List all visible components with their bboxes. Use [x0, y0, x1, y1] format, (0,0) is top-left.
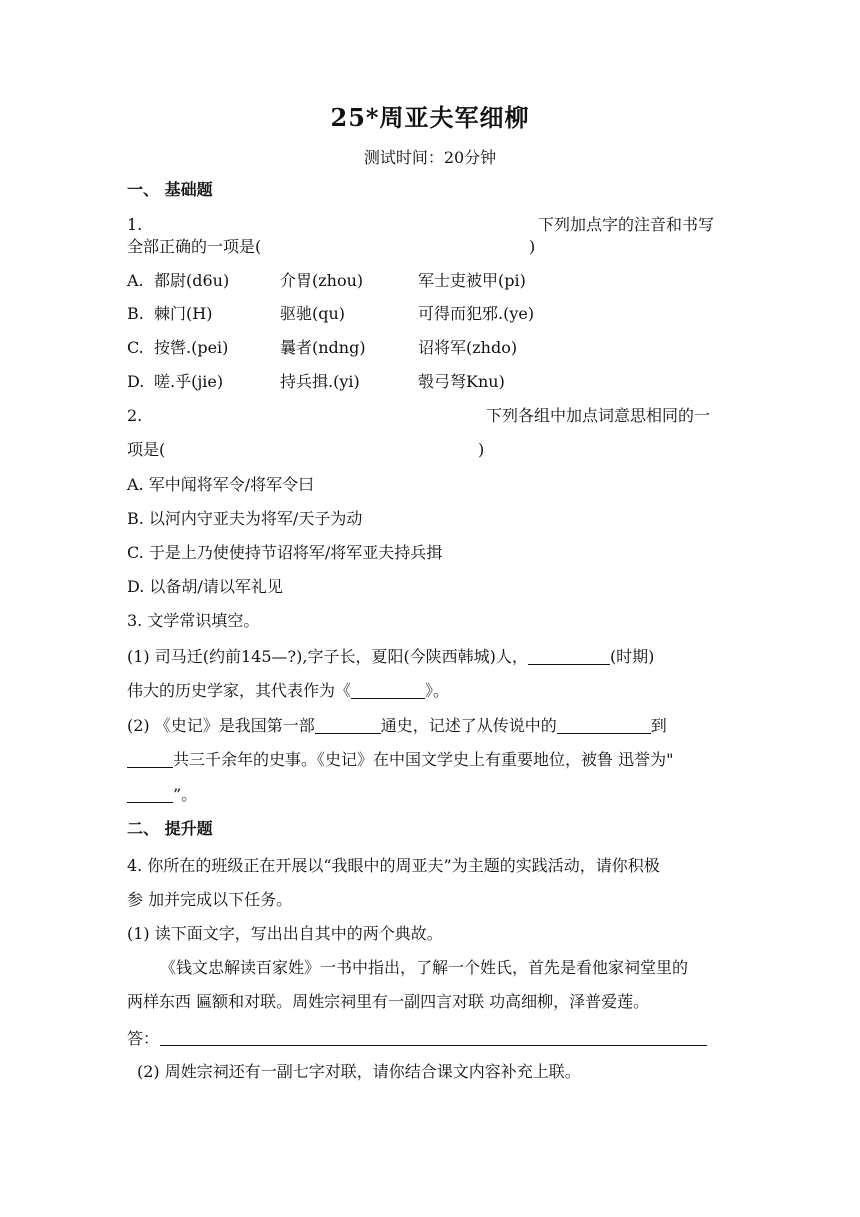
q4-stem-line2: 参 加并完成以下任务。: [127, 890, 293, 909]
q1-stem-line1: 下列加点字的注音和书写: [538, 215, 715, 234]
q3-stem: 3. 文学常识填空。: [127, 611, 260, 630]
q3-part2-text: ”。: [173, 785, 198, 804]
option-item: 驱驰(qu): [280, 304, 346, 323]
q3-part1-text: (1) 司马迁(约前145—?),字子长，夏阳(今陕西韩城)人，: [127, 647, 528, 666]
q1-option-a: [127, 270, 727, 292]
q4-sub1: (1) 读下面文字，写出出自其中的两个典故。: [127, 924, 443, 943]
q3-part1-text: (时期): [609, 647, 655, 666]
test-time: 测试时间：20分钟: [363, 148, 497, 167]
q3-part2-text: 共三千余年的史事。《史记》在中国文学史上有重要地位，被鲁 迅誉为": [173, 750, 674, 769]
q2-number: 2.: [127, 406, 143, 425]
option-item: 军士吏被甲(pi): [418, 271, 526, 290]
section-heading-advanced: 二、 提升题: [127, 819, 213, 838]
q2-option-b: B. 以河内守亚夫为将军/天子为动: [127, 509, 363, 528]
fill-blank[interactable]: [127, 786, 173, 803]
option-item: 曩者(ndng): [280, 338, 366, 357]
option-item: 嗟.乎(jie): [154, 372, 224, 391]
section-heading-basic: 一、 基础题: [127, 180, 213, 199]
q3-part1-text: 》。: [425, 681, 450, 700]
option-item: 棘门(H): [154, 304, 213, 323]
fill-blank[interactable]: [127, 751, 173, 768]
option-label: A.: [127, 271, 144, 290]
q1-number: 1.: [127, 215, 143, 234]
q3-part2-line1: [127, 715, 667, 737]
q1-stem-close: ): [529, 237, 536, 256]
q3-part2-text: 通史，记述了从传说中的: [380, 716, 557, 735]
option-label: C.: [127, 338, 144, 357]
option-item: 都尉(d6u): [154, 271, 230, 290]
fill-blank[interactable]: [557, 717, 651, 734]
option-item: 诏将军(zhdo): [418, 338, 518, 357]
q3-part2-line3: [127, 784, 197, 806]
fill-blank[interactable]: [528, 648, 610, 665]
q3-part1-text: 伟大的历史学家，其代表作为《: [127, 681, 352, 700]
q2-option-d: D. 以备胡/请以军礼见: [127, 577, 283, 596]
q3-part2-text: (2) 《史记》是我国第一部: [127, 716, 315, 735]
q1-stem-line2: 全部正确的一项是(: [127, 237, 262, 256]
q3-part2-text: 到: [650, 716, 667, 735]
q2-option-c: C. 于是上乃使使持节诏将军/将军亚夫持兵揖: [127, 543, 443, 562]
option-label: D.: [127, 372, 145, 391]
q1-option-d: [127, 371, 727, 393]
option-item: 按辔.(pei): [154, 338, 229, 357]
q2-stem-close: ): [478, 440, 485, 459]
q4-passage-line1: 《钱文忠解读百家姓》一书中指出，了解一个姓氏，首先是看他家祠堂里的: [160, 958, 689, 977]
option-item: 彀弓弩Knu): [418, 372, 505, 391]
answer-line[interactable]: [160, 1045, 707, 1046]
page-title: 25*周亚夫军细柳: [330, 103, 530, 132]
q2-stem-line2: 项是(: [127, 440, 166, 459]
option-item: 可得而犯邪.(ye): [418, 304, 535, 323]
fill-blank[interactable]: [351, 682, 425, 699]
q4-passage-line2: 两样东西 匾额和对联。周姓宗祠里有一副四言对联 功高细柳，泽普爱莲。: [127, 992, 650, 1011]
q4-sub2: (2) 周姓宗祠还有一副七字对联，请你结合课文内容补充上联。: [137, 1062, 581, 1081]
q4-answer-label: 答：: [127, 1029, 160, 1048]
q1-option-b: [127, 303, 727, 325]
q4-stem-line1: 4. 你所在的班级正在开展以“我眼中的周亚夫”为主题的实践活动，请你积极: [127, 856, 660, 875]
q3-part1-line1: [127, 646, 654, 668]
fill-blank[interactable]: [315, 717, 381, 734]
option-item: 持兵揖.(yi): [280, 372, 360, 391]
option-item: 介胃(zhou): [280, 271, 364, 290]
q1-option-c: [127, 337, 727, 359]
q2-option-a: A. 军中闻将军令/将军令曰: [127, 475, 315, 494]
option-label: B.: [127, 304, 144, 323]
q3-part2-line2: [127, 749, 673, 771]
q3-part1-line2: [127, 680, 449, 702]
q2-stem-line1: 下列各组中加点词意思相同的一: [486, 406, 711, 425]
